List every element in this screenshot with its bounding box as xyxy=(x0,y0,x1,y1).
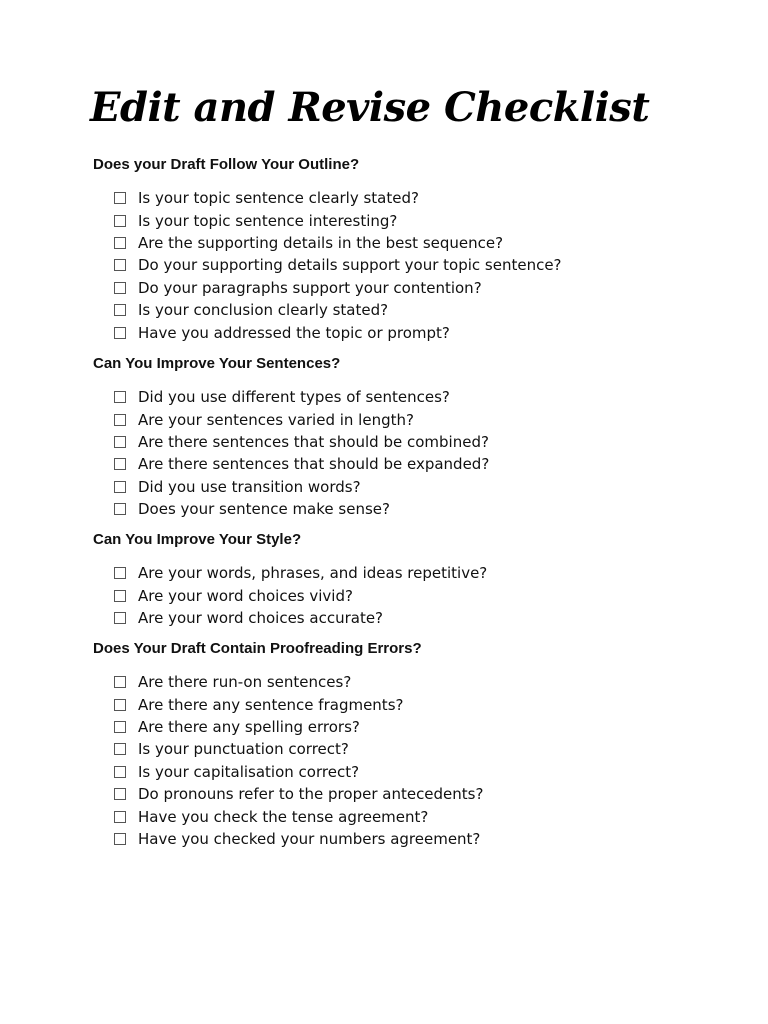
checklist-item-label: Are the supporting details in the best sequence? xyxy=(138,233,504,252)
checkbox[interactable] xyxy=(114,833,126,845)
checklist-item xyxy=(93,299,733,321)
checklist-item-label: Are there any spelling errors? xyxy=(138,717,360,736)
checklist-item xyxy=(93,805,733,827)
checklist-item xyxy=(93,254,733,276)
checklist-item-label: Are there sentences that should be combined? xyxy=(138,432,489,451)
checkbox[interactable] xyxy=(114,743,126,755)
checkbox[interactable] xyxy=(114,811,126,823)
checklist xyxy=(93,671,733,850)
checklist-item-label: Are your word choices vivid? xyxy=(138,586,353,605)
checklist-item-label: Are your word choices accurate? xyxy=(138,608,384,627)
checklist-item-label: Is your capitalisation correct? xyxy=(138,762,360,781)
checklist-item xyxy=(93,476,733,498)
checklist-item-label: Do your paragraphs support your contention? xyxy=(138,278,482,297)
checklist-item xyxy=(93,783,733,805)
checklist-item-label: Have you addressed the topic or prompt? xyxy=(138,323,450,342)
checklist-item xyxy=(93,738,733,760)
checkbox[interactable] xyxy=(114,458,126,470)
page-title: Edit and Revise Checklist xyxy=(90,84,650,131)
checkbox[interactable] xyxy=(114,481,126,493)
checkbox[interactable] xyxy=(114,414,126,426)
checklist-item xyxy=(93,584,733,606)
checklist-item xyxy=(93,321,733,343)
checklist-item-label: Do your supporting details support your topic sentence? xyxy=(138,256,562,275)
checklist-item-label: Did you use transition words? xyxy=(138,477,361,496)
checklist-item-label: Are there sentences that should be expanded? xyxy=(138,455,490,474)
checklist-item-label: Have you check the tense agreement? xyxy=(138,807,429,826)
checklist-item-label: Are your words, phrases, and ideas repetitive? xyxy=(138,564,488,583)
checklist-item xyxy=(93,716,733,738)
checklist-item xyxy=(93,209,733,231)
checklist-item xyxy=(93,693,733,715)
checklist-item-label: Is your punctuation correct? xyxy=(138,740,349,759)
section-proofreading xyxy=(93,639,733,850)
checklist-item-label: Is your topic sentence clearly stated? xyxy=(138,189,419,208)
checklist-item-label: Have you checked your numbers agreement? xyxy=(138,829,481,848)
checklist-item xyxy=(93,761,733,783)
checkbox[interactable] xyxy=(114,192,126,204)
section-heading: Does Your Draft Contain Proofreading Errors? xyxy=(93,640,422,657)
checkbox[interactable] xyxy=(114,612,126,624)
checklist-item xyxy=(93,607,733,629)
section-sentences xyxy=(93,354,733,520)
checklist-item xyxy=(93,277,733,299)
checkbox[interactable] xyxy=(114,282,126,294)
section-heading: Does your Draft Follow Your Outline? xyxy=(93,156,360,173)
checkbox[interactable] xyxy=(114,676,126,688)
checklist xyxy=(93,386,733,520)
checklist-item xyxy=(93,386,733,408)
checkbox[interactable] xyxy=(114,259,126,271)
checkbox[interactable] xyxy=(114,215,126,227)
checklist-item-label: Is your topic sentence interesting? xyxy=(138,211,398,230)
checklist-item xyxy=(93,431,733,453)
section-heading: Can You Improve Your Style? xyxy=(93,531,302,548)
checklist-item-label: Are there any sentence fragments? xyxy=(138,695,404,714)
checkbox[interactable] xyxy=(114,788,126,800)
checklist-item-label: Do pronouns refer to the proper antecedents? xyxy=(138,785,484,804)
checkbox[interactable] xyxy=(114,503,126,515)
checkbox[interactable] xyxy=(114,590,126,602)
section-outline xyxy=(93,155,733,344)
checklist-item-label: Does your sentence make sense? xyxy=(138,500,390,519)
checkbox[interactable] xyxy=(114,391,126,403)
checklist-item xyxy=(93,828,733,850)
checklist-item xyxy=(93,232,733,254)
checklist-item-label: Did you use different types of sentences? xyxy=(138,388,450,407)
checkbox[interactable] xyxy=(114,567,126,579)
checklist-item xyxy=(93,562,733,584)
checkbox[interactable] xyxy=(114,327,126,339)
checklist-item xyxy=(93,408,733,430)
section-heading: Can You Improve Your Sentences? xyxy=(93,355,341,372)
checklist-item xyxy=(93,453,733,475)
checklist xyxy=(93,187,733,344)
checkbox[interactable] xyxy=(114,699,126,711)
checkbox[interactable] xyxy=(114,436,126,448)
checklist-item-label: Is your conclusion clearly stated? xyxy=(138,301,389,320)
checklist-item xyxy=(93,498,733,520)
checkbox[interactable] xyxy=(114,237,126,249)
checkbox[interactable] xyxy=(114,766,126,778)
checklist xyxy=(93,562,733,629)
checklist-item-label: Are there run-on sentences? xyxy=(138,673,352,692)
checkbox[interactable] xyxy=(114,721,126,733)
checkbox[interactable] xyxy=(114,304,126,316)
checklist-item xyxy=(93,187,733,209)
checklist-item-label: Are your sentences varied in length? xyxy=(138,410,414,429)
checklist-item xyxy=(93,671,733,693)
section-style xyxy=(93,530,733,629)
